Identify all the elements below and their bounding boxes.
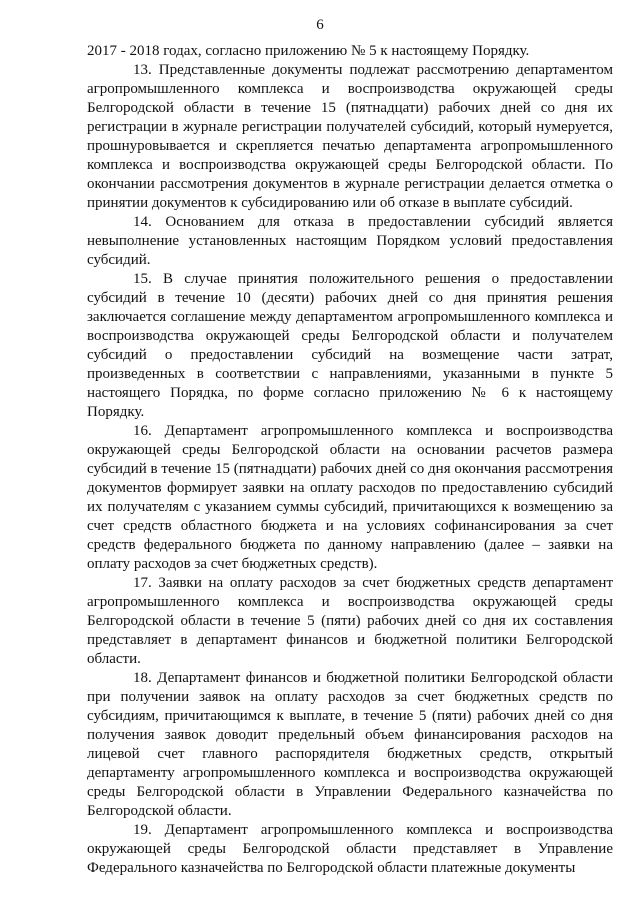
paragraph-13: 13. Представленные документы подлежат рассмотрению департаментом агропромышленного комплекса и воспроизводства окружающей среды Белгородской области в течение 15 (пятнадцати) рабочих дней со дня их регистрации в журнале регистрации получателей субсидий, который нумеруется, прошнуровывается и скрепляется печатью департамента агропромышленного комплекса и воспроизводства окружающей среды Белгородской области. По окончании рассмотрения документов в журнале регистрации делается отметка о принятии документов к субсидированию или об отказе в выплате субсидий. — [87, 62, 613, 211]
paragraph-18: 18. Департамент финансов и бюджетной политики Белгородской области при получении заявок на оплату расходов за счет бюджетных средств по субсидиям, причитающимся к выплате, в течение 5 (пяти) рабочих дней со дня получения заявок доводит предельный объем финансирования расходов на лицевой счет главного распорядителя бюджетных средств, открытый департаменту агропромышленного комплекса и воспроизводства окружающей среды Белгородской области в Управлении Федерального казначейства по Белгородской области. — [87, 670, 613, 819]
paragraph-17: 17. Заявки на оплату расходов за счет бюджетных средств департамент агропромышленного комплекса и воспроизводства окружающей среды Белгородской области в течение 5 (пяти) рабочих дней со дня их составления представляет в департамент финансов и бюджетной политики Белгородской области. — [87, 575, 613, 667]
paragraph-14: 14. Основанием для отказа в предоставлении субсидий является невыполнение установленных настоящим Порядком условий предоставления субсидий. — [87, 214, 613, 268]
document-body — [87, 42, 613, 878]
paragraph-15: 15. В случае принятия положительного решения о предоставлении субсидий в течение 10 (десяти) рабочих дней со дня принятия решения заключается соглашение между департаментом агропромышленного комплекса и воспроизводства окружающей среды Белгородской области и получателем субсидий о предоставлении субсидий на возмещение части затрат, произведенных в соответствии с направлениями, указанными в пункте 5 настоящего Порядка, по форме согласно приложению № 6 к настоящему Порядку. — [87, 271, 613, 420]
paragraph-continuation: 2017 - 2018 годах, согласно приложению № 5 к настоящему Порядку. — [87, 43, 530, 59]
paragraph-16: 16. Департамент агропромышленного комплекса и воспроизводства окружающей среды Белгородской области на основании расчетов размера субсидий в течение 15 (пятнадцати) рабочих дней со дня окончания рассмотрения документов формирует заявки на оплату расходов по предоставлению субсидий их получателям с указанием суммы субсидий, причитающихся к возмещению за счет средств областного бюджета и на условиях софинансирования за счет средств федерального бюджета по данному направлению (далее – заявки на оплату расходов за счет бюджетных средств). — [87, 423, 613, 572]
paragraph-19: 19. Департамент агропромышленного комплекса и воспроизводства окружающей среды Белгородской области представляет в Управление Федерального казначейства по Белгородской области платежные документы — [87, 822, 613, 876]
page-number: 6 — [316, 17, 324, 33]
